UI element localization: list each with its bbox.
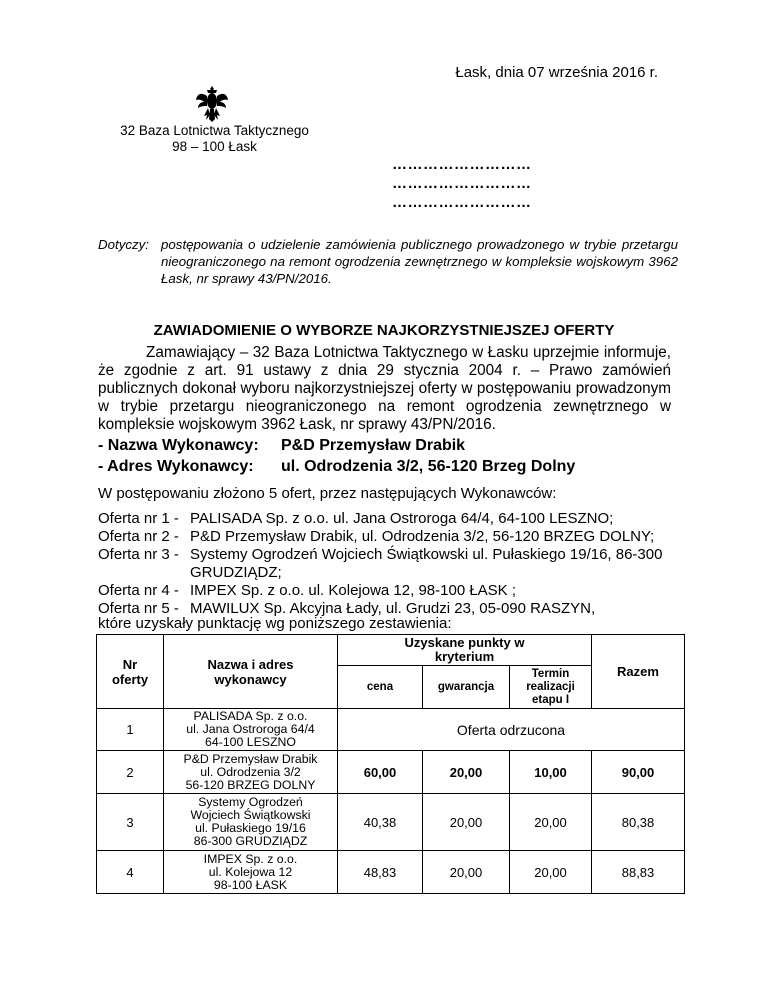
address-line: ul. Odrodzenia 3/2 [200, 764, 301, 779]
header-warranty: gwarancja [423, 666, 510, 709]
address-line: IMPEX Sp. z o.o. [203, 851, 298, 866]
offer-text: GRUDZIĄDZ; [190, 564, 282, 581]
polish-eagle-emblem-icon [195, 84, 229, 124]
table-row [97, 794, 685, 851]
address-line: Systemy Ogrodzeń [198, 795, 303, 809]
row-number: 2 [97, 751, 164, 794]
offer-label: Oferta nr 1 - [98, 510, 179, 527]
row-address [164, 751, 338, 794]
notice-paragraph: Zamawiający – 32 Baza Lotnictwa Taktycznego w Łasku uprzejmie informuje, że zgodnie z art. 91 ustawy z dnia 29 stycznia 2004 r. – Prawo zamówień publicznych dokonał wyboru najkorzystniejszej oferty w postępowaniu prowadzonym w trybie przetargu nieograniczonego na remont ogrodzenia zewnętrznego w kompleksie wojskowym 3962 Łask, nr sprawy 43/PN/2016. [98, 344, 671, 433]
address-line: Wojciech Świątkowski [190, 808, 311, 822]
winner-name-value: P&D Przemysław Drabik [281, 437, 466, 454]
organization-block [112, 123, 317, 155]
subject-block [98, 236, 678, 287]
offer-text: P&D Przemysław Drabik, ul. Odrodzenia 3/2, 56-120 BRZEG DOLNY; [190, 528, 655, 545]
row-total: 80,38 [592, 794, 685, 851]
results-table [96, 634, 685, 894]
subject-label: Dotyczy: [98, 237, 149, 252]
offer-line [98, 564, 282, 582]
offer-label: Oferta nr 2 - [98, 528, 179, 545]
organization-address: 98 – 100 Łask [172, 139, 257, 154]
row-price: 48,83 [338, 851, 423, 894]
header-total: Razem [592, 635, 685, 709]
offers-intro: W postępowaniu złożono 5 ofert, przez następujących Wykonawców: [98, 485, 557, 502]
offer-label: Oferta nr 3 - [98, 546, 179, 563]
offer-label: Oferta nr 4 - [98, 582, 179, 599]
address-line: 64-100 LESZNO [205, 735, 296, 749]
address-line: 56-120 BRZEG DOLNY [185, 777, 316, 792]
offer-line [98, 582, 516, 600]
notice-title: ZAWIADOMIENIE O WYBORZE NAJKORZYSTNIEJSZEJ OFERTY [153, 322, 615, 339]
row-price: 60,00 [338, 751, 423, 794]
subject-text: postępowania o udzielenie zamówienia publicznego prowadzonego w trybie przetargu nieograniczonego na remont ogrodzenia zewnętrznego w kompleksie wojskowym 3962 Łask, nr sprawy 43/PN/2016. [161, 237, 678, 286]
offer-text: Systemy Ogrodzeń Wojciech Świątkowski ul. Pułaskiego 19/16, 86-300 [190, 546, 663, 563]
address-line: ul. Kolejowa 12 [208, 864, 293, 879]
header-price: cena [338, 666, 423, 709]
row-term: 20,00 [510, 851, 592, 894]
address-line: PALISADA Sp. z o.o. [193, 709, 308, 723]
offer-text: PALISADA Sp. z o.o. ul. Jana Ostroroga 64/4, 64-100 LESZNO; [190, 510, 614, 527]
address-line: 98-100 ŁASK [213, 877, 288, 892]
rejected-note: Oferta odrzucona [338, 709, 685, 751]
notice-body [98, 344, 671, 434]
offer-line [98, 510, 613, 528]
address-line: ul. Jana Ostroroga 64/4 [186, 722, 315, 736]
header-contractor: Nazwa i adres wykonawcy [164, 635, 338, 709]
row-price: 40,38 [338, 794, 423, 851]
organization-name: 32 Baza Lotnictwa Taktycznego [120, 123, 309, 138]
winner-name-row [98, 437, 465, 455]
scoring-intro: które uzyskały punktację wg poniższego zestawienia: [98, 615, 452, 632]
row-number: 4 [97, 851, 164, 894]
row-term: 10,00 [510, 751, 592, 794]
address-line: P&D Przemysław Drabik [183, 751, 318, 766]
row-total: 90,00 [592, 751, 685, 794]
address-line: 86-300 GRUDZIĄDZ [193, 834, 308, 848]
header-points: Uzyskane punkty w kryterium [338, 635, 592, 666]
offer-line [98, 528, 654, 546]
table-row [97, 751, 685, 794]
offer-text: MAWILUX Sp. Akcyjna Łady, ul. Grudzi 23, 05-090 RASZYN, [190, 600, 596, 617]
address-line: ul. Pułaskiego 19/16 [195, 821, 306, 835]
recipient-line-1: ……………………… [392, 156, 532, 173]
winner-address-row [98, 458, 575, 476]
row-number: 3 [97, 794, 164, 851]
table-row [97, 851, 685, 894]
row-address [164, 794, 338, 851]
offer-label: Oferta nr 5 - [98, 600, 179, 617]
row-term: 20,00 [510, 794, 592, 851]
row-warranty: 20,00 [423, 794, 510, 851]
recipient-line-3: ……………………… [392, 194, 532, 211]
row-total: 88,83 [592, 851, 685, 894]
table-row [97, 709, 685, 751]
row-warranty: 20,00 [423, 751, 510, 794]
row-address [164, 709, 338, 751]
document-date: Łask, dnia 07 września 2016 r. [455, 64, 658, 81]
winner-name-label: - Nazwa Wykonawcy: [98, 437, 259, 454]
row-warranty: 20,00 [423, 851, 510, 894]
header-offer-number: Nr oferty [97, 635, 164, 709]
winner-address-value: ul. Odrodzenia 3/2, 56-120 Brzeg Dolny [281, 458, 576, 475]
winner-address-label: - Adres Wykonawcy: [98, 458, 254, 475]
offer-text: IMPEX Sp. z o.o. ul. Kolejowa 12, 98-100 ŁASK ; [190, 582, 517, 599]
row-address [164, 851, 338, 894]
row-number: 1 [97, 709, 164, 751]
offer-line [98, 546, 662, 564]
recipient-line-2: ……………………… [392, 175, 532, 192]
header-term: Termin realizacji etapu I [510, 666, 592, 709]
